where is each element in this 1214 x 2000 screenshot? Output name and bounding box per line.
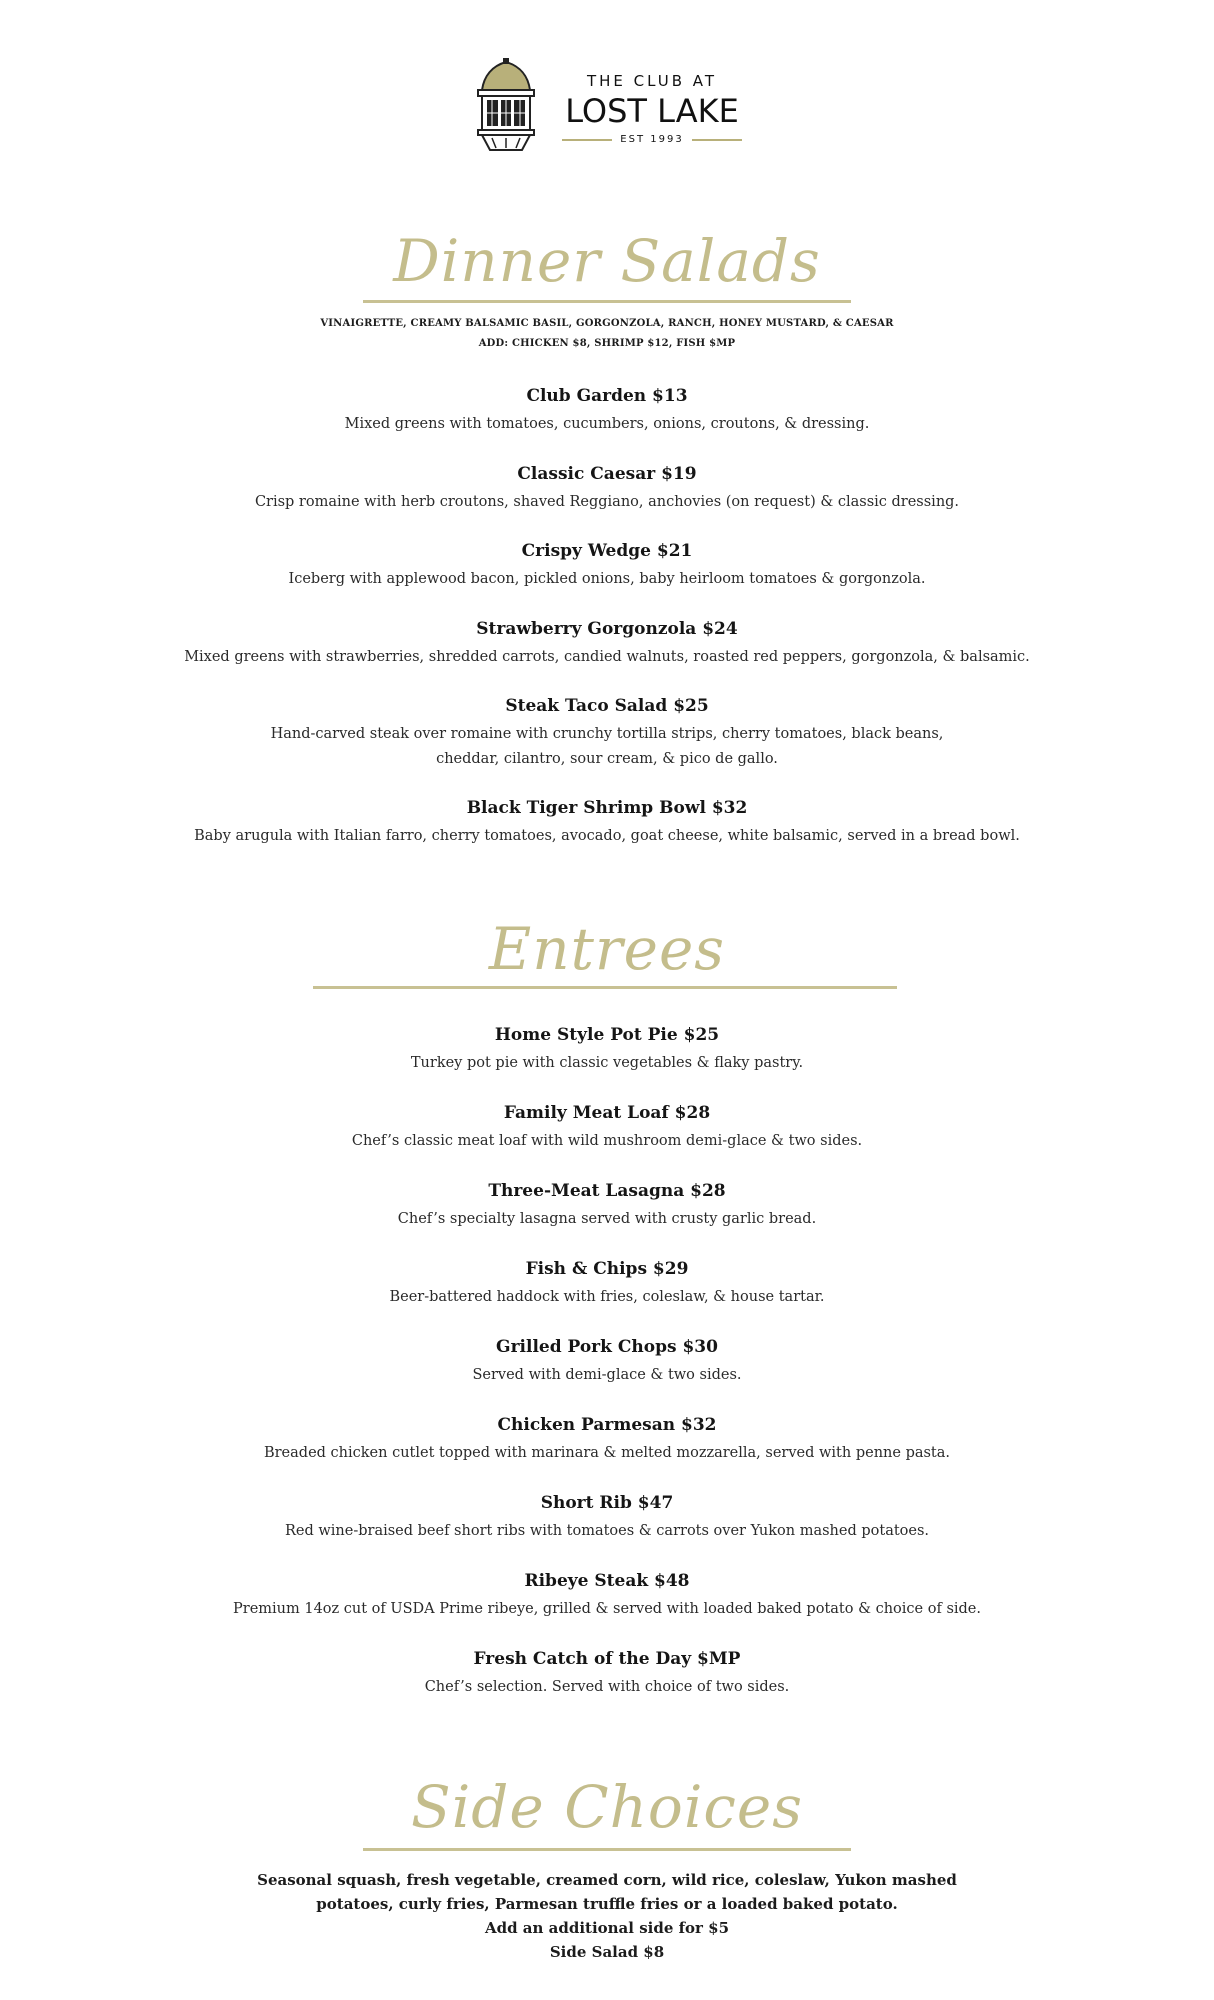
sides-heading bbox=[0, 1773, 1214, 1841]
salads-rule bbox=[363, 300, 851, 303]
logo-divider bbox=[692, 139, 742, 141]
salads-heading bbox=[0, 227, 1214, 295]
sides-line: Seasonal squash, fresh vegetable, creamed corn, wild rice, coleslaw, Yukon mashed bbox=[257, 1871, 957, 1889]
item-description: Breaded chicken cutlet topped with marinara & melted mozzarella, served with penne pasta. bbox=[263, 1445, 951, 1461]
item-description: Chef’s specialty lasagna served with crusty garlic bread. bbox=[397, 1211, 817, 1227]
menu-item bbox=[0, 464, 1214, 515]
item-name: Short Rib $47 bbox=[540, 1493, 674, 1513]
menu-item bbox=[0, 541, 1214, 592]
logo-divider bbox=[562, 139, 612, 141]
gazebo-icon bbox=[470, 58, 542, 158]
dressing-note: VINAIGRETTE, CREAMY BALSAMIC BASIL, GORGONZOLA, RANCH, HONEY MUSTARD, & CAESAR bbox=[320, 318, 894, 329]
item-description: Mixed greens with tomatoes, cucumbers, onions, croutons, & dressing. bbox=[344, 416, 870, 432]
menu-item bbox=[0, 696, 1214, 772]
item-name: Classic Caesar $19 bbox=[517, 464, 697, 484]
item-name: Black Tiger Shrimp Bowl $32 bbox=[466, 798, 748, 818]
logo-name: LOST LAKE bbox=[565, 92, 739, 130]
item-description: Served with demi-glace & two sides. bbox=[472, 1367, 742, 1383]
menu-item bbox=[0, 386, 1214, 437]
menu-item bbox=[0, 1337, 1214, 1388]
item-description: Crisp romaine with herb croutons, shaved Reggiano, anchovies (on request) & classic dressing. bbox=[254, 494, 960, 510]
entrees-title: Entrees bbox=[488, 915, 726, 983]
menu-item bbox=[0, 1571, 1214, 1622]
item-name: Family Meat Loaf $28 bbox=[503, 1103, 711, 1123]
item-name: Club Garden $13 bbox=[526, 386, 688, 406]
item-description: Iceberg with applewood bacon, pickled onions, baby heirloom tomatoes & gorgonzola. bbox=[288, 571, 926, 587]
item-description: Chef’s selection. Served with choice of two sides. bbox=[424, 1679, 790, 1695]
item-description: Chef’s classic meat loaf with wild mushroom demi-glace & two sides. bbox=[351, 1133, 863, 1149]
item-description: Turkey pot pie with classic vegetables & flaky pastry. bbox=[410, 1055, 804, 1071]
item-description: Red wine-braised beef short ribs with tomatoes & carrots over Yukon mashed potatoes. bbox=[284, 1523, 930, 1539]
menu-item bbox=[0, 798, 1214, 849]
menu-item bbox=[0, 1181, 1214, 1232]
item-name: Home Style Pot Pie $25 bbox=[494, 1025, 720, 1045]
menu-item bbox=[0, 1493, 1214, 1544]
menu-item bbox=[0, 1415, 1214, 1466]
sides-title: Side Choices bbox=[411, 1773, 803, 1841]
item-name: Crispy Wedge $21 bbox=[521, 541, 693, 561]
item-description: Hand-carved steak over romaine with crunchy tortilla strips, cherry tomatoes, black beans, bbox=[270, 726, 944, 742]
logo-est: EST 1993 bbox=[620, 134, 684, 145]
item-name: Ribeye Steak $48 bbox=[524, 1571, 690, 1591]
entrees-rule bbox=[313, 986, 897, 989]
item-name: Chicken Parmesan $32 bbox=[497, 1415, 717, 1435]
menu-item bbox=[0, 1103, 1214, 1154]
menu-item bbox=[0, 619, 1214, 670]
sides-line: potatoes, curly fries, Parmesan truffle fries or a loaded baked potato. bbox=[316, 1895, 898, 1913]
item-name: Fish & Chips $29 bbox=[525, 1259, 689, 1279]
item-description: Premium 14oz cut of USDA Prime ribeye, grilled & served with loaded baked potato & choice of side. bbox=[233, 1601, 981, 1617]
add-protein-note: ADD: CHICKEN $8, SHRIMP $12, FISH $MP bbox=[478, 338, 736, 349]
item-name: Three-Meat Lasagna $28 bbox=[488, 1181, 726, 1201]
entrees-heading bbox=[0, 915, 1214, 983]
salads-title: Dinner Salads bbox=[393, 227, 821, 295]
item-description: Mixed greens with strawberries, shredded carrots, candied walnuts, roasted red peppers, gorgonzola, & balsamic. bbox=[184, 649, 1030, 665]
additional-side-note: Add an additional side for $5 bbox=[484, 1919, 730, 1937]
logo-top-text: THE CLUB AT bbox=[586, 72, 718, 90]
item-description: Baby arugula with Italian farro, cherry tomatoes, avocado, goat cheese, white balsamic, served in a bread bowl. bbox=[194, 828, 1020, 844]
item-name: Steak Taco Salad $25 bbox=[505, 696, 709, 716]
item-description-line2: cheddar, cilantro, sour cream, & pico de gallo. bbox=[436, 751, 778, 767]
sides-list bbox=[0, 1868, 1214, 1964]
club-logo bbox=[470, 58, 760, 158]
item-name: Fresh Catch of the Day $MP bbox=[473, 1649, 741, 1669]
sides-rule bbox=[363, 1848, 851, 1851]
item-name: Grilled Pork Chops $30 bbox=[496, 1337, 718, 1357]
menu-item bbox=[0, 1025, 1214, 1076]
side-salad-price: Side Salad $8 bbox=[549, 1943, 665, 1961]
menu-item bbox=[0, 1259, 1214, 1310]
item-description: Beer-battered haddock with fries, coleslaw, & house tartar. bbox=[389, 1289, 825, 1305]
menu-item bbox=[0, 1649, 1214, 1700]
item-name: Strawberry Gorgonzola $24 bbox=[476, 619, 738, 639]
